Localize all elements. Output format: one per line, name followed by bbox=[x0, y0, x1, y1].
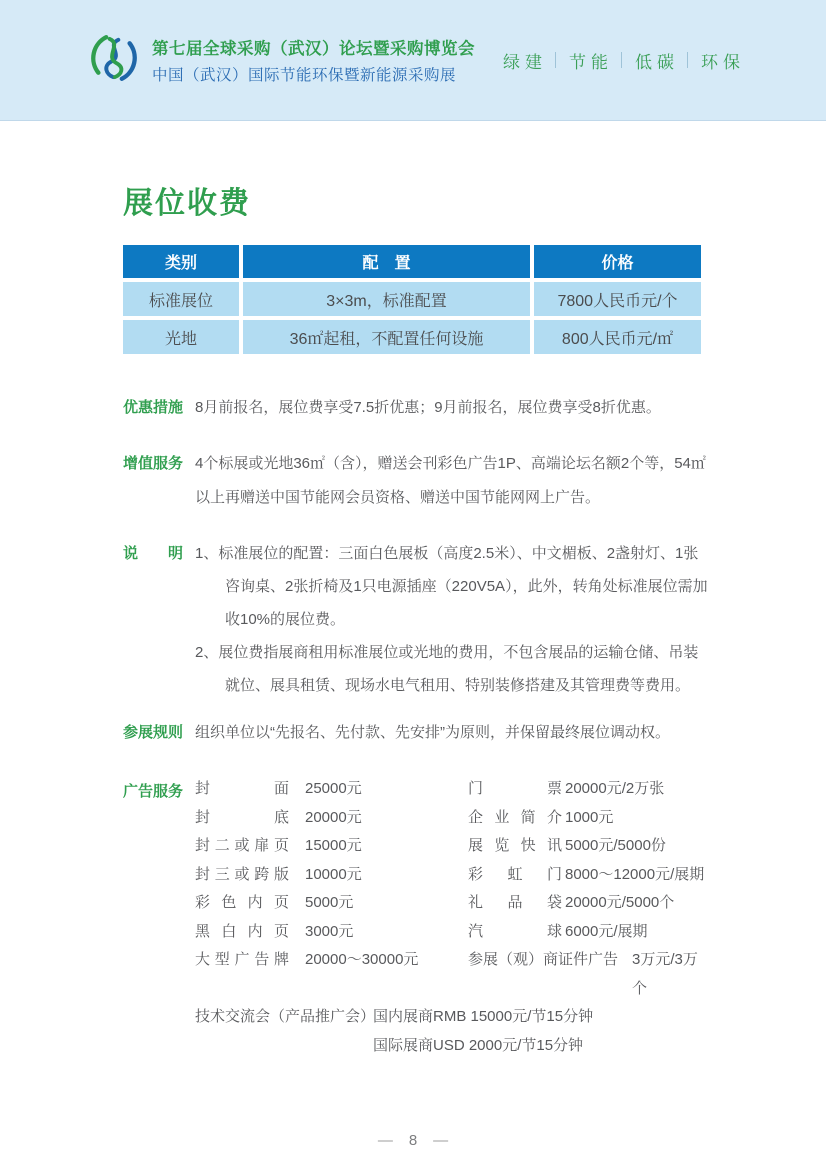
ad-price-list bbox=[195, 775, 708, 1060]
keyword-eco: 环保 bbox=[701, 52, 745, 72]
table-cell: 光地 bbox=[123, 320, 239, 354]
expo-title: 第七届全球采购（武汉）论坛暨采购博览会 bbox=[152, 40, 475, 58]
note-item: 2、展位费指展商租用标准展位或光地的费用，不包含展品的运输仓储、吊装就位、展具租赁、现场水电气租用、特别装修搭建及其管理费等费用。 bbox=[195, 644, 699, 694]
keyword-energy-saving: 节能 bbox=[569, 52, 613, 72]
section-rules bbox=[123, 716, 708, 750]
section-ad-services bbox=[123, 775, 708, 1060]
ad-item-label: 礼品袋 bbox=[468, 894, 562, 911]
table-header-configuration: 配 置 bbox=[243, 245, 530, 278]
ad-item-label: 大型广告牌 bbox=[195, 951, 289, 968]
page-footer bbox=[0, 1132, 826, 1149]
ad-spacer bbox=[195, 1032, 373, 1061]
keyword-separator bbox=[555, 52, 556, 68]
ad-row bbox=[195, 889, 708, 918]
ad-item-price: 3万元/3万个 bbox=[632, 951, 698, 997]
ad-row-tech-meeting bbox=[195, 1032, 708, 1061]
ad-item-label: 彩虹门 bbox=[468, 865, 562, 883]
ad-row bbox=[195, 775, 708, 804]
discount-text: 8月前报名，展位费享受7.5折优惠；9月前报名，展位费享受8折优惠。 bbox=[195, 399, 661, 416]
brand-block bbox=[88, 32, 475, 89]
ad-item-label: 技术交流会（产品推广会） bbox=[195, 1008, 376, 1025]
table-cell: 36㎡起租，不配置任何设施 bbox=[243, 320, 530, 354]
ad-row bbox=[195, 804, 708, 833]
ad-item-label: 黑白内页 bbox=[195, 922, 289, 940]
header-band bbox=[0, 0, 826, 121]
section-label: 参展规则 bbox=[123, 724, 184, 741]
table-cell: 7800人民币元/个 bbox=[534, 282, 701, 316]
ad-item-price: 15000元 bbox=[305, 837, 362, 854]
section-label: 优惠措施 bbox=[123, 399, 184, 416]
keyword-separator bbox=[687, 52, 688, 68]
value-added-text: 4个标展或光地36㎡（含），赠送会刊彩色广告1P、高端论坛名额2个等，54㎡以上再赠送中国节能网会员资格、赠送中国节能网网上广告。 bbox=[195, 455, 706, 506]
ad-item-price: 10000元 bbox=[305, 865, 362, 883]
ad-item-label: 封二或扉页 bbox=[195, 837, 289, 854]
ad-item-price: 国内展商RMB 15000元/节15分钟 bbox=[373, 1008, 594, 1025]
ad-item-label: 汽球 bbox=[468, 922, 562, 940]
section-discount bbox=[123, 391, 708, 425]
ad-item-label: 封三或跨版 bbox=[195, 865, 289, 883]
ad-item-price: 6000元/展期 bbox=[565, 922, 648, 940]
ad-item-label: 展览快讯 bbox=[468, 837, 562, 854]
ad-item-label: 门票 bbox=[468, 780, 562, 797]
table-header-price: 价格 bbox=[534, 245, 701, 278]
keyword-green-building: 绿建 bbox=[503, 52, 547, 72]
ad-row bbox=[195, 832, 708, 861]
ad-item-price: 20000元/2万张 bbox=[565, 780, 665, 797]
note-item: 1、标准展位的配置：三面白色展板（高度2.5米）、中文楣板、2盏射灯、1张咨询桌、2张折椅及1只电源插座（220V5A），此外，转角处标准展位需加收10%的展位费。 bbox=[195, 545, 708, 628]
notes-list bbox=[195, 537, 708, 702]
ad-item-price: 20000～30000元 bbox=[305, 951, 419, 968]
keyword-low-carbon: 低碳 bbox=[635, 52, 679, 72]
footer-dash: — bbox=[377, 1132, 393, 1149]
ad-item-price: 5000元/5000份 bbox=[565, 837, 666, 854]
ad-item-label: 企业简介 bbox=[468, 808, 562, 826]
table-cell: 800人民币元/㎡ bbox=[534, 320, 701, 354]
ad-item-price: 25000元 bbox=[305, 780, 362, 797]
ad-row bbox=[195, 918, 708, 947]
page-number: 8 bbox=[408, 1132, 418, 1149]
ad-item-label: 彩色内页 bbox=[195, 894, 289, 911]
ad-item-price: 8000～12000元/展期 bbox=[565, 865, 705, 883]
ad-row-tech-meeting bbox=[195, 1003, 708, 1032]
ad-item-price: 3000元 bbox=[305, 922, 354, 940]
section-label: 广告服务 bbox=[123, 783, 184, 800]
ad-item-label: 参展（观）商证件广告 bbox=[468, 951, 619, 968]
booth-fee-table bbox=[123, 245, 701, 354]
ad-row bbox=[195, 861, 708, 890]
rules-text: 组织单位以“先报名、先付款、先安排”为原则，并保留最终展位调动权。 bbox=[195, 724, 670, 741]
table-cell: 标准展位 bbox=[123, 282, 239, 316]
brand-text bbox=[152, 35, 475, 85]
ad-item-label: 封底 bbox=[195, 808, 289, 826]
section-value-added bbox=[123, 447, 708, 515]
expo-swirl-logo-icon bbox=[88, 32, 140, 89]
table-header-category: 类别 bbox=[123, 245, 239, 278]
page-title: 展位收费 bbox=[123, 187, 251, 220]
ad-row bbox=[195, 946, 708, 1003]
section-label: 增值服务 bbox=[123, 455, 184, 472]
section-label: 说明 bbox=[123, 545, 183, 562]
content-sections bbox=[123, 391, 708, 1060]
ad-item-price: 1000元 bbox=[565, 808, 614, 826]
ad-item-price: 5000元 bbox=[305, 894, 354, 911]
expo-subtitle: 中国（武汉）国际节能环保暨新能源采购展 bbox=[152, 67, 457, 84]
header-keywords bbox=[503, 48, 745, 73]
ad-item-price: 20000元/5000个 bbox=[565, 894, 675, 911]
table-cell: 3×3m，标准配置 bbox=[243, 282, 530, 316]
keyword-separator bbox=[621, 52, 622, 68]
section-notes bbox=[123, 537, 708, 702]
ad-item-price: 国际展商USD 2000元/节15分钟 bbox=[373, 1036, 584, 1054]
ad-item-label: 封面 bbox=[195, 780, 289, 797]
footer-dash: — bbox=[433, 1132, 449, 1149]
ad-item-price: 20000元 bbox=[305, 808, 362, 826]
